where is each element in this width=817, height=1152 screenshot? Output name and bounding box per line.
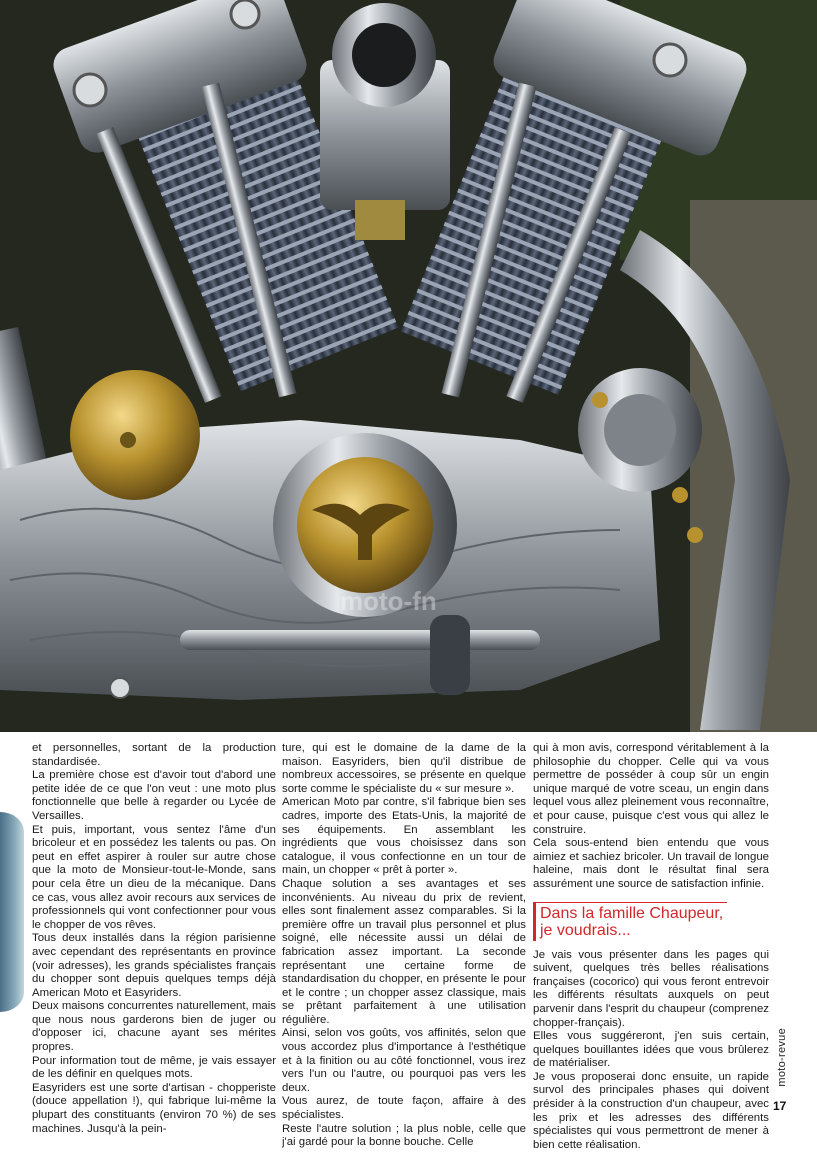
paragraph: Ainsi, selon vos goûts, vos affinités, selon que vous accordez plus d'importance à l'esthétique et à la finition ou au côté fonctionnel, vous irez vers l'un ou l'autre, ou pourquoi pas vers les deux.	[282, 1027, 526, 1094]
paragraph: American Moto par contre, s'il fabrique bien ses cadres, importe des Etats-Unis, la majorité de ses équipements. En assemblant les ingrédients que vous choisissez dans son catalogue, il vous confectionne en un tour de main, un chopper « prêt à porter ».	[282, 796, 526, 877]
paragraph: Pour information tout de même, je vais essayer de les définir en quelques mots.	[32, 1054, 276, 1081]
paragraph: Et puis, important, vous sentez l'âme d'un bricoleur et en possédez les talents ou pas. On peut en effet aspirer à rouler sur autre chose que la moto de Monsieur-tout-le-Monde, sans pour cela être un dieu de la mécanique. Dans ce cas, vous allez avoir recours aux services de professionnels qui vont confectionner pour vous le chopper de vos rêves.	[32, 823, 276, 931]
paragraph: Je vais vous présenter dans les pages qui suivent, quelques très belles réalisations françaises (cocorico) qui vous feront entrevoir les différents résultats auxquels on peut parvenir dans l'esprit du chaupeur (comprenez chopper-français).	[533, 948, 769, 1029]
magazine-name: moto-revue	[776, 1028, 788, 1087]
page-number: 17	[773, 1099, 787, 1113]
paragraph: Vous aurez, de toute façon, affaire à des spécialistes.	[282, 1095, 526, 1122]
section-heading	[533, 902, 727, 941]
paragraph: Tous deux installés dans la région parisienne avec cependant des représentants en province (voir adresses), les grands spécialistes français du chopper sont depuis quelques temps déjà American Moto et Easyriders.	[32, 932, 276, 999]
paragraph: et personnelles, sortant de la production standardisée.	[32, 742, 276, 768]
paragraph: Chaque solution a ses avantages et ses inconvénients. Au niveau du prix de revient, elles sont finalement assez comparables. Si la première offre un travail plus personnel et plus soigné, elle nécessite aussi un délai de fabrication assez important. La seconde représentant une certaine forme de standardisation du chopper, en présente le pour et le contre ; un chopper assez classique, mais se prêtant parfaitement à une utilisation régulière.	[282, 877, 526, 1026]
paragraph: Elles vous suggéreront, j'en suis certain, quelques bouillantes idées que vous brûlerez de matérialiser.	[533, 1030, 769, 1070]
paragraph: ture, qui est le domaine de la dame de la maison. Easyriders, bien qu'il distribue de nombreux accessoires, se présente en quelque sorte comme le spécialiste du « sur mesure ».	[282, 742, 526, 795]
paragraph: Je vous proposerai donc ensuite, un rapide survol des principales phases qui doivent présider à la construction d'un chaupeur, avec les prix et les adresses des différents spécialistes qui vous permettront de mener à bien cette réalisation.	[533, 1070, 769, 1151]
paragraph: qui à mon avis, correspond véritablement à la philosophie du chopper. Celle qui va vous permettre de posséder à coup sûr un engin unique marqué de votre sceau, un engin dans lequel vous allez pleinement vous reconnaître, et pour cause, puisque c'est vous qui allez le construire.	[533, 742, 769, 836]
section-heading-line-1: Dans la famille Chaupeur,	[540, 904, 724, 922]
margin-decoration	[0, 812, 24, 1012]
paragraph: La première chose est d'avoir tout d'abord une petite idée de ce que l'on veut : une moto plus fonctionnelle que belle à regarder ou Lycée de Versailles.	[32, 769, 276, 822]
paragraph: Reste l'autre solution ; la plus noble, celle que j'ai gardé pour la bonne bouche. Celle	[282, 1122, 526, 1149]
paragraph: Cela sous-entend bien entendu que vous aimiez et sachiez bricoler. Un travail de longue haleine, mais dont le résultat final sera assurément une source de satisfaction infinie.	[533, 837, 769, 890]
article-column-3	[533, 742, 769, 1152]
paragraph: Easyriders est une sorte d'artisan - chopperiste (douce appellation !), qui fabrique lui-même la plupart des constituants (environ 70 %) de ses machines. Jusqu'à la pein-	[32, 1081, 276, 1135]
watermark: moto-fn	[340, 586, 437, 616]
brass-cover-left	[70, 370, 200, 500]
article-column-2	[282, 742, 526, 1150]
section-heading-line-2: je voudrais...	[540, 921, 631, 939]
article-column-1	[32, 742, 276, 1136]
paragraph: Deux maisons concurrentes naturellement, mais que nous nous garderons bien de juger ou d'opposer ici, chacune ayant ses mérites propres.	[32, 1000, 276, 1054]
